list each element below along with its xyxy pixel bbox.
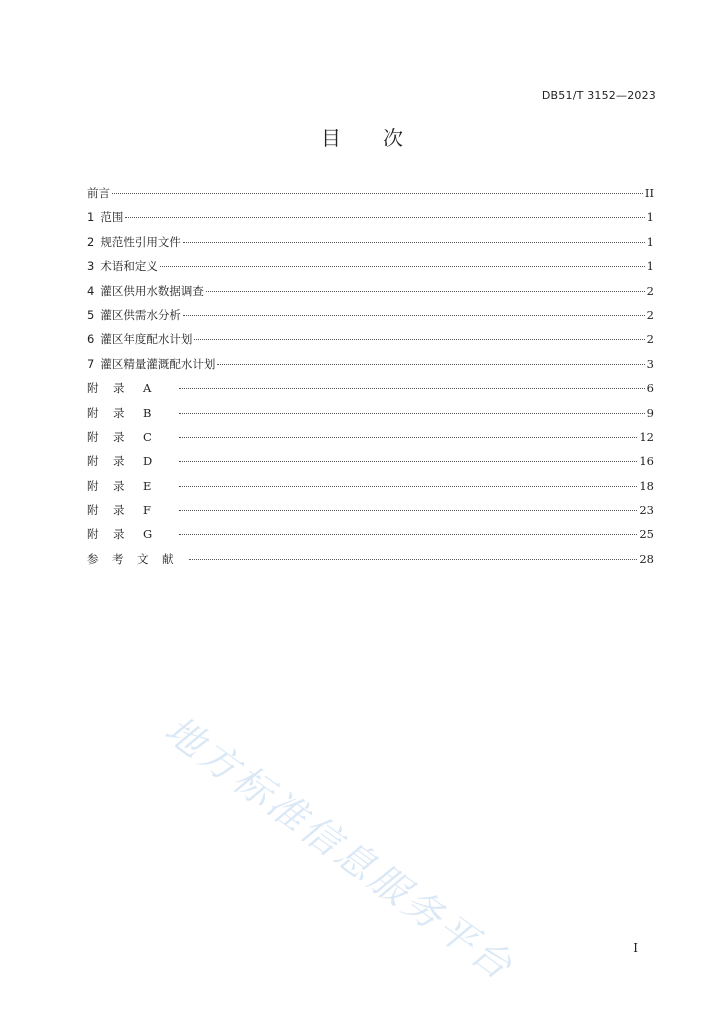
toc-leader <box>179 412 645 414</box>
toc-leader <box>179 436 637 438</box>
appendix-char: 录 <box>113 429 125 444</box>
appendix-char: 附 <box>87 429 99 444</box>
toc-leader <box>183 314 645 316</box>
toc-page: 1 <box>646 210 654 225</box>
appendix-char: 附 <box>87 478 99 493</box>
toc-page: 1 <box>646 234 654 249</box>
toc-page: 12 <box>639 429 654 444</box>
appendix-letter: D <box>143 454 153 469</box>
toc-title: 灌区年度配水计划 <box>100 332 193 347</box>
toc-page: 9 <box>646 405 654 420</box>
toc-leader <box>179 509 637 511</box>
appendix-char: 录 <box>113 478 125 493</box>
toc-title: 规范性引用文件 <box>100 234 181 249</box>
toc-label <box>87 234 181 250</box>
toc-row-normative-references[interactable] <box>87 234 654 258</box>
document-code: DB51/T 3152—2023 <box>541 89 656 102</box>
toc-page: 16 <box>639 454 654 469</box>
appendix-char: 录 <box>113 527 125 542</box>
toc-page: 2 <box>646 283 654 298</box>
references-char: 参 <box>87 551 99 566</box>
toc-leader <box>125 216 644 218</box>
toc-number: 6 <box>87 332 95 347</box>
toc-row-appendix-g[interactable] <box>87 526 654 550</box>
toc-row-section-7[interactable] <box>87 356 654 380</box>
appendix-char: 附 <box>87 503 99 518</box>
toc-page: 2 <box>646 307 654 322</box>
page-number: I <box>633 941 638 955</box>
toc-label <box>87 429 177 445</box>
appendix-char: 录 <box>113 381 125 396</box>
toc-leader <box>179 533 637 535</box>
toc-number: 5 <box>87 307 95 322</box>
appendix-char: 附 <box>87 527 99 542</box>
toc-row-appendix-b[interactable] <box>87 405 654 429</box>
toc-page: 1 <box>646 259 654 274</box>
toc-title: 术语和定义 <box>100 259 158 274</box>
toc-row-appendix-f[interactable] <box>87 502 654 526</box>
toc-label <box>87 283 204 299</box>
toc-page: 23 <box>639 503 654 518</box>
toc-label <box>87 405 177 421</box>
toc-row-section-5[interactable] <box>87 307 654 331</box>
toc-leader <box>179 460 637 462</box>
toc-page: 25 <box>639 527 654 542</box>
appendix-char: 附 <box>87 405 99 420</box>
page-title <box>0 122 724 151</box>
toc-row-section-6[interactable] <box>87 331 654 355</box>
toc-row-appendix-e[interactable] <box>87 478 654 502</box>
toc-leader <box>112 192 643 194</box>
appendix-letter: E <box>143 478 152 493</box>
toc-label <box>87 209 123 225</box>
toc-leader <box>206 290 645 292</box>
toc-label <box>87 258 158 274</box>
toc-page: 28 <box>639 551 654 566</box>
toc-row-scope[interactable] <box>87 209 654 233</box>
toc-row-references[interactable] <box>87 551 654 575</box>
toc-label: 前言 <box>87 186 110 200</box>
toc-title: 灌区供需水分析 <box>100 307 181 322</box>
references-char: 考 <box>112 551 124 566</box>
toc-label <box>87 453 177 469</box>
table-of-contents <box>87 185 654 575</box>
title-char-left: 目 <box>321 126 341 150</box>
appendix-char: 录 <box>113 405 125 420</box>
references-char: 献 <box>162 551 174 566</box>
toc-label <box>87 356 215 372</box>
watermark: 地方标准信息服务平台 <box>156 707 523 990</box>
toc-page: 3 <box>646 356 654 371</box>
toc-leader <box>189 558 637 560</box>
toc-leader <box>179 485 637 487</box>
appendix-letter: C <box>143 429 152 444</box>
toc-leader <box>183 241 645 243</box>
appendix-char: 录 <box>113 454 125 469</box>
toc-leader <box>194 338 644 340</box>
toc-page: 18 <box>639 478 654 493</box>
toc-leader <box>179 387 645 389</box>
appendix-char: 附 <box>87 381 99 396</box>
toc-page: 2 <box>646 332 654 347</box>
toc-leader <box>160 265 645 267</box>
appendix-letter: G <box>143 527 153 542</box>
toc-page: II <box>644 186 654 200</box>
toc-label <box>87 380 177 396</box>
toc-label <box>87 307 181 323</box>
toc-number: 1 <box>87 210 95 225</box>
toc-page: 6 <box>646 381 654 396</box>
toc-title: 灌区精量灌溉配水计划 <box>100 356 216 371</box>
toc-number: 4 <box>87 283 95 298</box>
toc-number: 3 <box>87 259 95 274</box>
toc-row-appendix-a[interactable] <box>87 380 654 404</box>
toc-title: 范围 <box>100 210 124 225</box>
appendix-letter: F <box>143 503 151 518</box>
appendix-char: 附 <box>87 454 99 469</box>
appendix-letter: A <box>143 381 152 396</box>
toc-row-appendix-d[interactable] <box>87 453 654 477</box>
appendix-letter: B <box>143 405 152 420</box>
toc-row-section-4[interactable] <box>87 283 654 307</box>
toc-title: 灌区供用水数据调查 <box>100 283 204 298</box>
title-char-right: 次 <box>383 126 403 150</box>
toc-label <box>87 331 192 347</box>
toc-row-terms[interactable] <box>87 258 654 282</box>
toc-leader <box>217 363 644 365</box>
references-char: 文 <box>137 551 149 566</box>
toc-label <box>87 526 177 542</box>
toc-label <box>87 478 177 494</box>
toc-number: 2 <box>87 234 95 249</box>
toc-label <box>87 502 177 518</box>
toc-row-appendix-c[interactable] <box>87 429 654 453</box>
toc-label <box>87 551 187 567</box>
appendix-char: 录 <box>113 503 125 518</box>
toc-row-foreword[interactable] <box>87 185 654 209</box>
toc-number: 7 <box>87 356 95 371</box>
